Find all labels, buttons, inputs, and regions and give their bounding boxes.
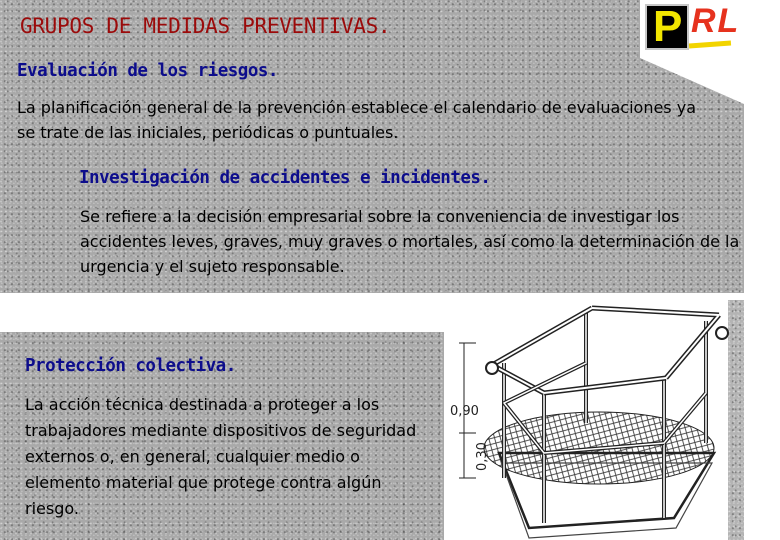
heading-evaluacion-riesgos: Evaluación de los riesgos.: [17, 61, 278, 81]
logo-rl-letters: RL: [691, 2, 741, 40]
rail-clamp-right: [716, 327, 728, 339]
rail-clamp-left: [486, 362, 498, 374]
heading-investigacion-accidentes: Investigación de accidentes e incidentes.: [79, 168, 491, 188]
dimension-label-upper: 0,90: [450, 404, 479, 419]
paragraph-evaluacion-riesgos: La planificación general de la prevención establece el calendario de evaluaciones ya se trate de las iniciales, periódicas o puntuales.: [17, 98, 696, 142]
logo-underline: [689, 41, 731, 49]
prl-logo: [645, 0, 745, 55]
page-title: GRUPOS DE MEDIDAS PREVENTIVAS.: [20, 14, 391, 38]
paragraph-proteccion-colectiva: La acción técnica destinada a proteger a los trabajadores mediante dispositivos de seguridad externos o, en general, cualquier medio o elemento material que protege contra algún riesgo.: [25, 395, 417, 518]
logo-p-letter: P: [653, 2, 683, 51]
paragraph-investigacion-accidentes: Se refiere a la decisión empresarial sobre la conveniencia de investigar los accidentes leves, graves, muy graves o mortales, así como la determinación de la urgencia y el sujeto responsable.: [80, 207, 740, 276]
logo-p-box: [645, 4, 689, 50]
guardrail-illustration: [444, 293, 734, 540]
heading-proteccion-colectiva: Protección colectiva.: [25, 356, 236, 376]
top-rails: [492, 308, 719, 393]
dimension-label-lower: 0,30: [475, 442, 490, 471]
